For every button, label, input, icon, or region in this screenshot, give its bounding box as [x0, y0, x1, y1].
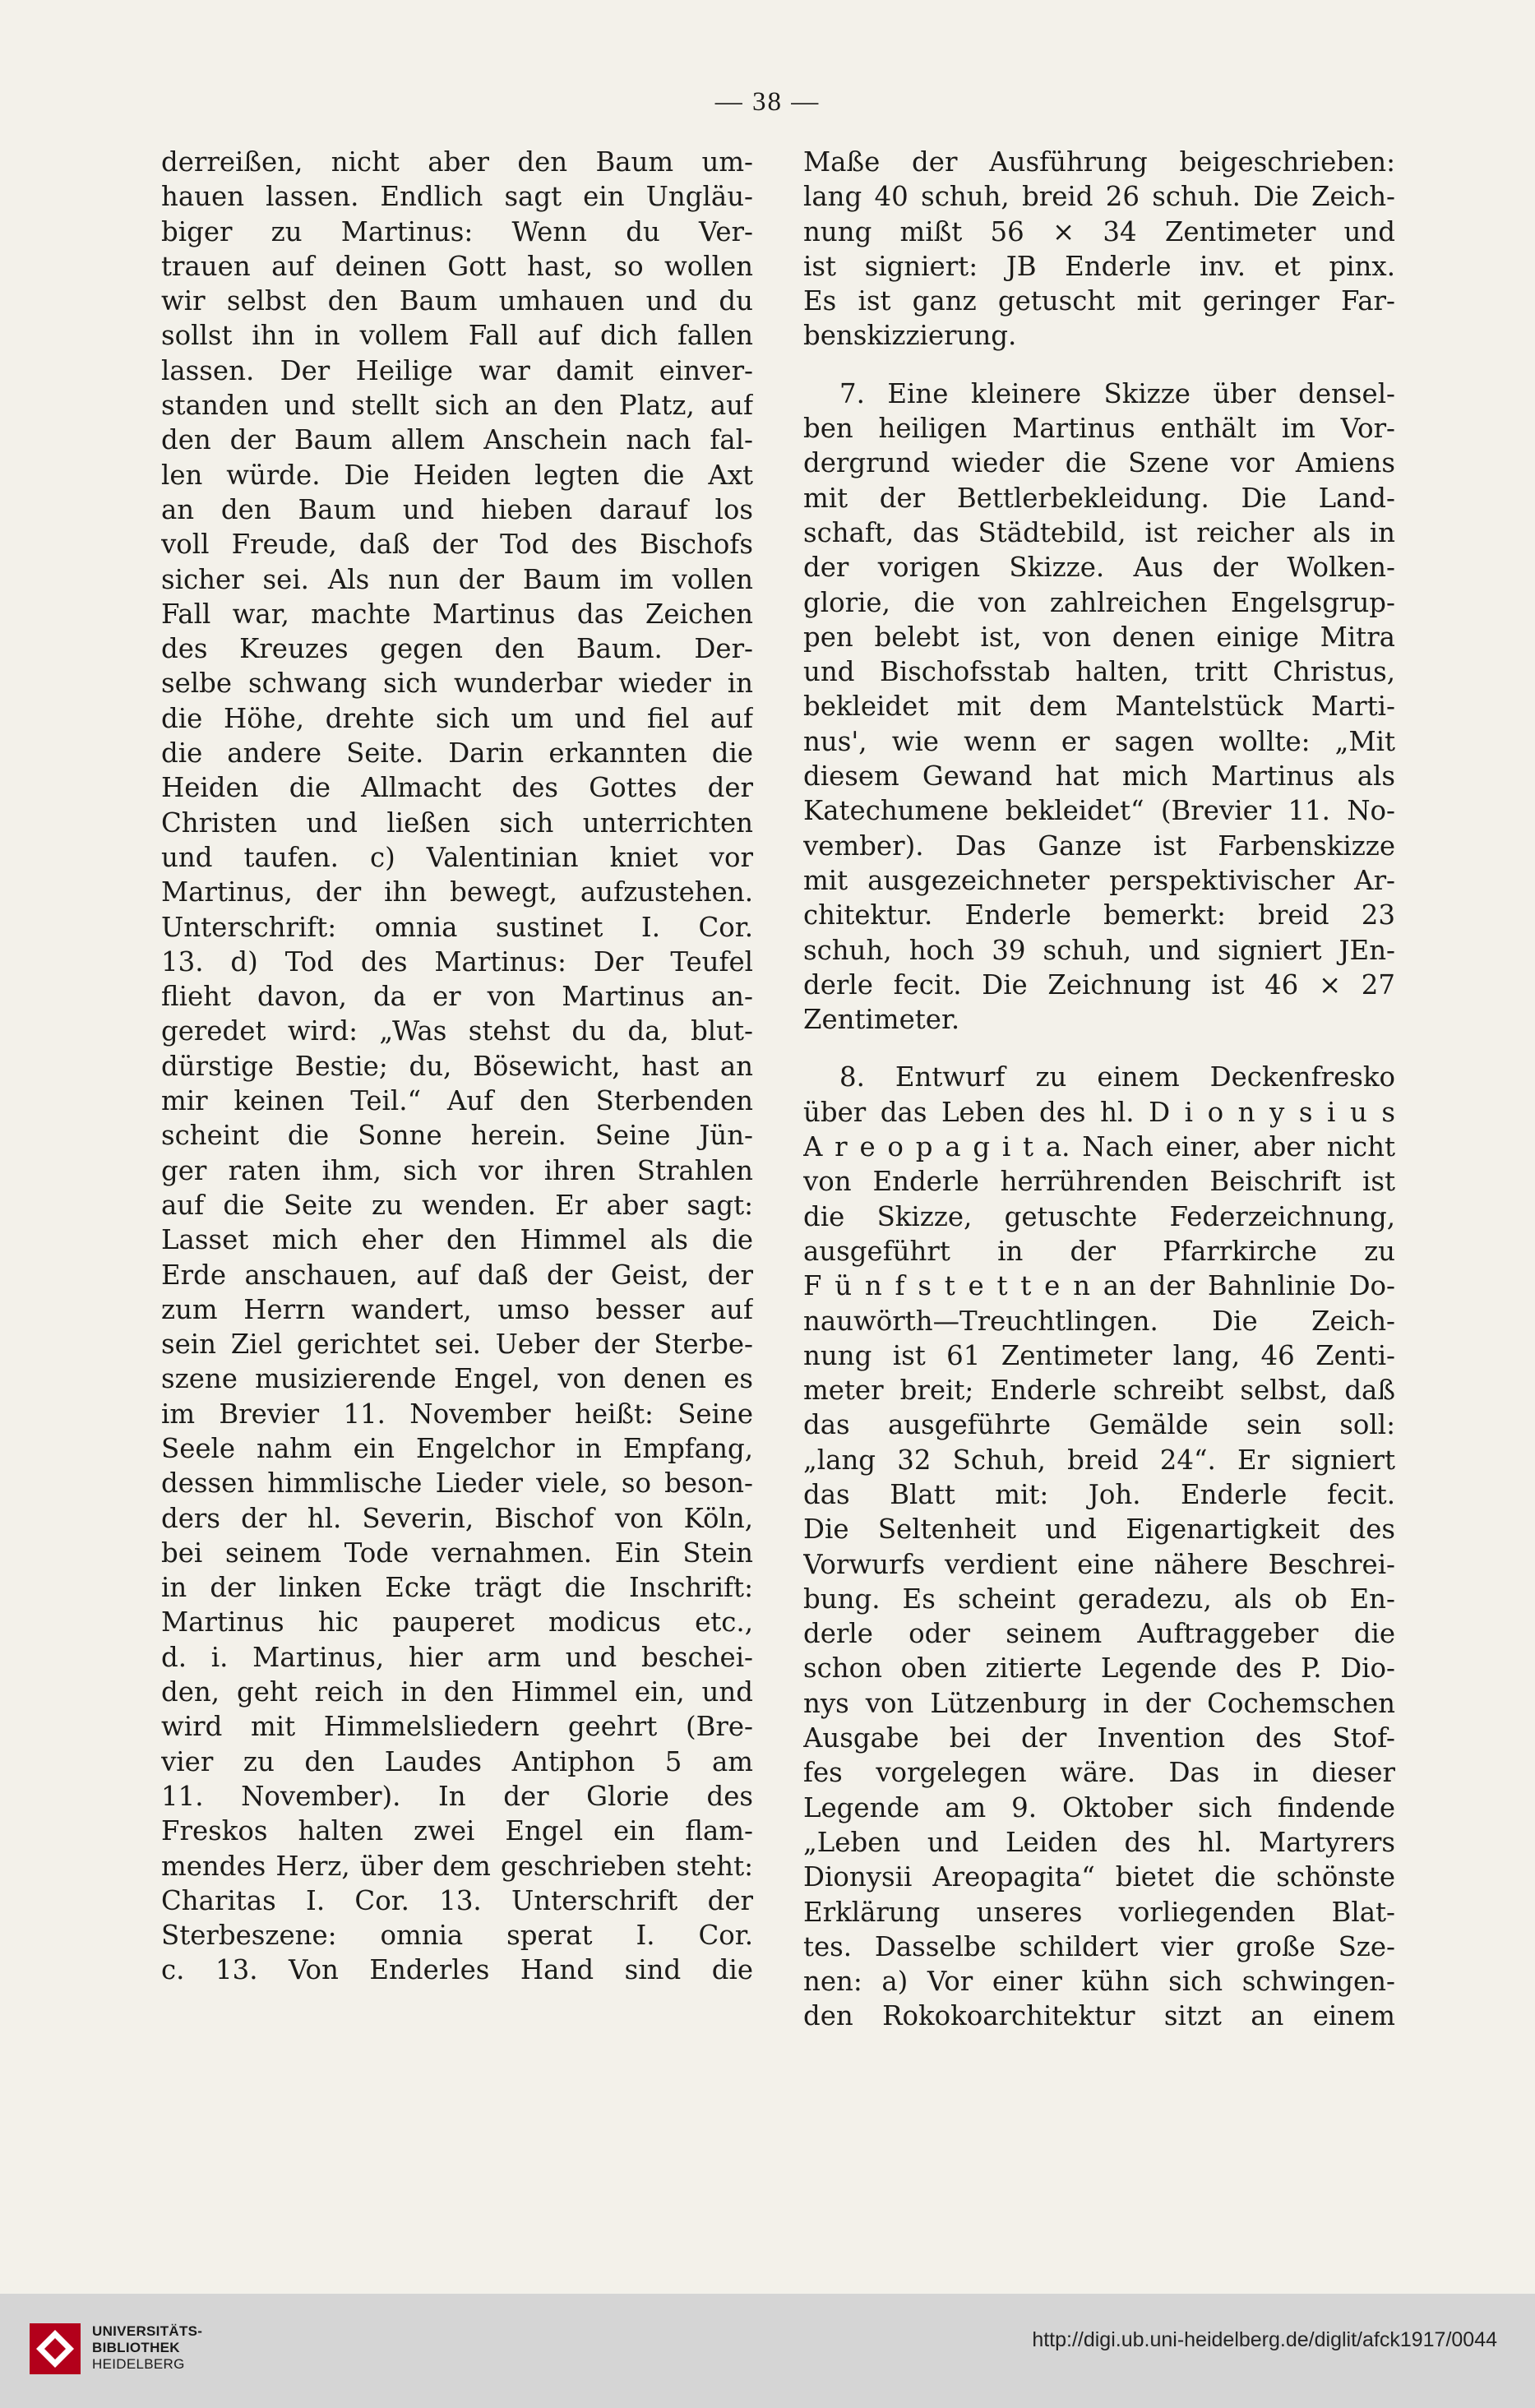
text-line: dergrund wieder die Szene vor Amiens — [803, 447, 1395, 479]
text-line: Legende am 9. Oktober sich findende — [803, 1791, 1395, 1823]
text-line: szene musizierende Engel, von denen es — [161, 1363, 753, 1395]
text-line: bekleidet mit dem Mantelstück Marti- — [803, 691, 1395, 723]
source-url-link[interactable]: http://digi.ub.uni-heidelberg.de/diglit/afck1917/0044 — [1032, 2328, 1497, 2351]
text-line: von Enderle herrührenden Beischrift ist — [803, 1166, 1395, 1198]
page-number: — 38 — — [714, 87, 821, 117]
text-line: ausgeführt in der Pfarrkirche zu — [803, 1235, 1395, 1267]
text-line: im Brevier 11. November heißt: Seine — [161, 1398, 753, 1430]
university-library-logo-icon — [30, 2323, 81, 2374]
text-line: Seele nahm ein Engelchor in Empfang, — [161, 1432, 753, 1464]
text-line: Martinus, der ihn bewegt, aufzustehen. — [161, 876, 753, 908]
text-line: Freskos halten zwei Engel ein flam- — [161, 1815, 753, 1847]
library-name — [92, 2323, 202, 2373]
text-line: der vorigen Skizze. Aus der Wolken- — [803, 552, 1395, 584]
text-line: bung. Es scheint geradezu, als ob En- — [803, 1583, 1395, 1615]
text-line: nus', wie wenn er sagen wollte: „Mit — [803, 725, 1395, 757]
text-line: den Rokokoarchitektur sitzt an einem — [803, 2000, 1395, 2032]
text-line: „Leben und Leiden des hl. Martyrers — [803, 1826, 1395, 1858]
text-line: die Skizze, getuschte Federzeichnung, — [803, 1200, 1395, 1232]
text-line: geredet wird: „Was stehst du da, blut- — [161, 1015, 753, 1047]
text-line: Erklärung unseres vorliegenden Blat- — [803, 1896, 1395, 1928]
text-line: A r e o p a g i t a. Nach einer, aber nicht — [803, 1131, 1395, 1163]
text-line: derle fecit. Die Zeichnung ist 46 × 27 — [803, 968, 1395, 1001]
text-line: c. 13. Von Enderles Hand sind die — [161, 1954, 753, 1986]
text-line: vember). Das Ganze ist Farbenskizze — [803, 830, 1395, 862]
text-line: mit der Bettlerbekleidung. Die Land- — [803, 482, 1395, 514]
text-line: Zentimeter. — [803, 1004, 960, 1036]
text-line: mendes Herz, über dem geschrieben steht: — [161, 1850, 753, 1882]
text-line: das ausgeführte Gemälde sein soll: — [803, 1409, 1395, 1441]
text-line: Unterschrift: omnia sustinet I. Cor. — [161, 911, 753, 943]
text-line: Sterbeszene: omnia sperat I. Cor. — [161, 1920, 753, 1952]
text-line: nen: a) Vor einer kühn sich schwingen- — [803, 1966, 1395, 1998]
text-line: Charitas I. Cor. 13. Unterschrift der — [161, 1884, 753, 1916]
text-line: die andere Seite. Darin erkannten die — [161, 737, 753, 770]
text-line: Maße der Ausführung beigeschrieben: — [803, 146, 1395, 178]
text-line: und Bischofsstab halten, tritt Christus, — [803, 656, 1395, 688]
text-line: wir selbst den Baum umhauen und du — [161, 285, 753, 317]
text-line: Erde anschauen, auf daß der Geist, der — [161, 1259, 753, 1291]
text-line: mir keinen Teil.“ Auf den Sterbenden — [161, 1085, 753, 1117]
library-name-line3: HEIDELBERG — [92, 2356, 185, 2372]
text-line: nauwörth—Treuchtlingen. Die Zeich- — [803, 1305, 1395, 1337]
text-line: schon oben zitierte Legende des P. Dio- — [803, 1652, 1395, 1685]
text-line: ders der hl. Severin, Bischof von Köln, — [161, 1502, 753, 1534]
text-line: standen und stellt sich an den Platz, auf — [161, 390, 753, 422]
text-line: des Kreuzes gegen den Baum. Der- — [161, 633, 753, 665]
text-line: hauen lassen. Endlich sagt ein Ungläu- — [161, 181, 753, 213]
text-line: Die Seltenheit und Eigenartigkeit des — [803, 1514, 1395, 1546]
library-name-line2: BIBLIOTHEK — [92, 2340, 180, 2355]
text-line: flieht davon, da er von Martinus an- — [161, 981, 753, 1013]
text-line: voll Freude, daß der Tod des Bischofs — [161, 529, 753, 561]
text-line: Katechumene bekleidet“ (Brevier 11. No- — [803, 795, 1395, 827]
text-line: den der Baum allem Anschein nach fal- — [161, 424, 753, 456]
text-line: nung mißt 56 × 34 Zentimeter und — [803, 215, 1395, 247]
text-line: über das Leben des hl. D i o n y s i u s — [803, 1096, 1395, 1128]
text-line: trauen auf deinen Gott hast, so wollen — [161, 250, 753, 282]
text-line: vier zu den Laudes Antiphon 5 am — [161, 1745, 753, 1777]
text-line: auf die Seite zu wenden. Er aber sagt: — [161, 1189, 753, 1221]
text-line: nys von Lützenburg in der Cochemschen — [803, 1687, 1395, 1719]
text-line: chitektur. Enderle bemerkt: breid 23 — [803, 899, 1395, 931]
text-line: zum Herrn wandert, umso besser auf — [161, 1293, 753, 1325]
text-line: meter breit; Enderle schreibt selbst, daß — [803, 1375, 1395, 1407]
text-line: den, geht reich in den Himmel ein, und — [161, 1676, 753, 1708]
text-line: die Höhe, drehte sich um und fiel auf — [161, 702, 753, 734]
text-line: 13. d) Tod des Martinus: Der Teufel — [161, 945, 753, 978]
text-line: dürstige Bestie; du, Bösewicht, hast an — [161, 1050, 753, 1082]
text-line: lang 40 schuh, breid 26 schuh. Die Zeich- — [803, 181, 1395, 213]
text-line: Ausgabe bei der Invention des Stof- — [803, 1722, 1395, 1754]
text-line: Martinus hic pauperet modicus etc., — [161, 1606, 753, 1638]
text-line: tes. Dasselbe schildert vier große Sze- — [803, 1930, 1395, 1962]
text-line: diesem Gewand hat mich Martinus als — [803, 760, 1395, 793]
text-line: in der linken Ecke trägt die Inschrift: — [161, 1572, 753, 1604]
text-line: das Blatt mit: Joh. Enderle fecit. — [803, 1478, 1395, 1510]
text-line: sollst ihn in vollem Fall auf dich fallen — [161, 320, 753, 352]
text-line: fes vorgelegen wäre. Das in dieser — [803, 1757, 1395, 1789]
text-line: schuh, hoch 39 schuh, und signiert JEn- — [803, 934, 1395, 966]
text-line: ist signiert: JB Enderle inv. et pinx. — [803, 250, 1395, 282]
text-line: selbe schwang sich wunderbar wieder in — [161, 668, 753, 700]
text-line: biger zu Martinus: Wenn du Ver- — [161, 215, 753, 247]
text-line: nung ist 61 Zentimeter lang, 46 Zenti- — [803, 1339, 1395, 1371]
text-line: derreißen, nicht aber den Baum um- — [161, 146, 753, 178]
text-line: F ü n f s t e t t e n an der Bahnlinie Do- — [803, 1270, 1395, 1302]
text-line: „lang 32 Schuh, breid 24“. Er signiert — [803, 1444, 1395, 1476]
text-line: lassen. Der Heilige war damit einver- — [161, 354, 753, 386]
text-line: pen belebt ist, von denen einige Mitra — [803, 621, 1395, 653]
text-line: scheint die Sonne herein. Seine Jün- — [161, 1120, 753, 1152]
text-line: glorie, die von zahlreichen Engelsgrup- — [803, 586, 1395, 618]
text-line: ben heiligen Martinus enthält im Vor- — [803, 413, 1395, 445]
text-line: dessen himmlische Lieder viele, so beson- — [161, 1467, 753, 1500]
text-line: sicher sei. Als nun der Baum im vollen — [161, 563, 753, 595]
text-line: 11. November). In der Glorie des — [161, 1780, 753, 1812]
text-line: ger raten ihm, sich vor ihren Strahlen — [161, 1154, 753, 1186]
text-line: und taufen. c) Valentinian kniet vor — [161, 841, 753, 873]
text-line: bei seinem Tode vernahmen. Ein Stein — [161, 1537, 753, 1569]
library-name-line1: UNIVERSITÄTS- — [92, 2323, 203, 2339]
text-line: derle oder seinem Auftraggeber die — [803, 1618, 1395, 1650]
text-line: benskizzierung. — [803, 320, 1017, 352]
text-line: Es ist ganz getuscht mit geringer Far- — [803, 285, 1395, 317]
text-line: wird mit Himmelsliedern geehrt (Bre- — [161, 1711, 753, 1743]
text-line: d. i. Martinus, hier arm und beschei- — [161, 1641, 753, 1673]
text-line: sein Ziel gerichtet sei. Ueber der Sterbe- — [161, 1329, 753, 1361]
text-line: Lasset mich eher den Himmel als die — [161, 1224, 753, 1256]
right-text-column — [803, 145, 1395, 2034]
text-line: Dionysii Areopagita“ bietet die schönste — [803, 1861, 1395, 1893]
text-line: 8. Entwurf zu einem Deckenfresko — [839, 1061, 1395, 1093]
text-line: an den Baum und hieben darauf los — [161, 493, 753, 525]
text-line: len würde. Die Heiden legten die Axt — [161, 459, 753, 491]
text-line: 7. Eine kleinere Skizze über densel- — [839, 377, 1395, 409]
text-line: Vorwurfs verdient eine nähere Beschrei- — [803, 1548, 1395, 1580]
left-text-column — [161, 145, 753, 1988]
text-line: Fall war, machte Martinus das Zeichen — [161, 598, 753, 630]
text-line: Christen und ließen sich unterrichten — [161, 807, 753, 839]
text-line: mit ausgezeichneter perspektivischer Ar- — [803, 864, 1395, 896]
text-line: Heiden die Allmacht des Gottes der — [161, 772, 753, 804]
text-line: schaft, das Städtebild, ist reicher als in — [803, 516, 1395, 548]
